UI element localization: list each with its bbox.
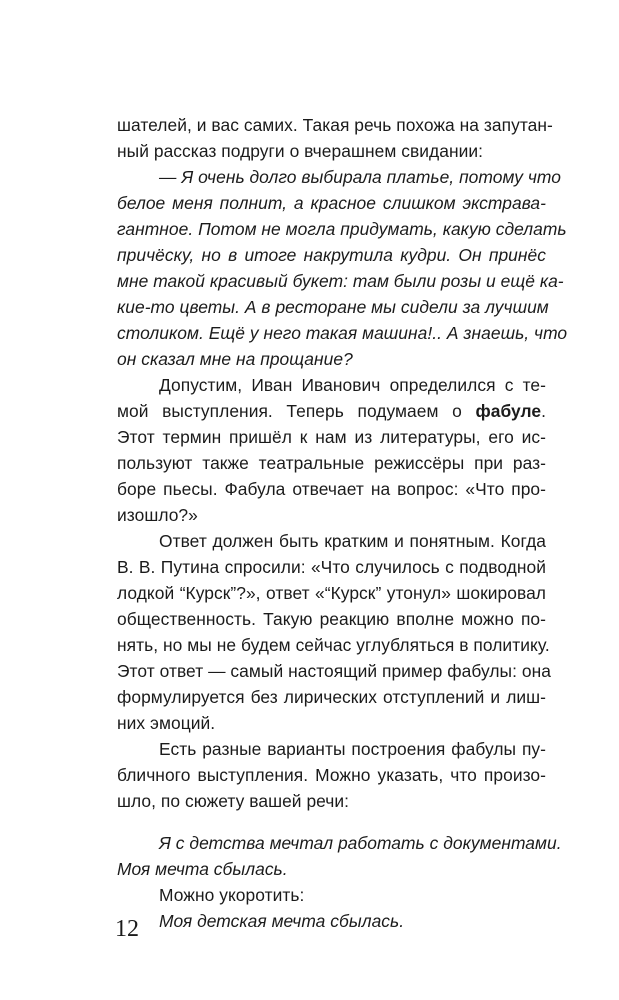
quote-line: белое меня полнит, а красное слишком экстрава- [117,193,546,213]
text-line: бличного выступления. Можно указать, что произо- [117,765,546,785]
text-line: Есть разные варианты построения фабулы пу- [159,739,546,759]
quote-line: столиком. Ещё у него такая машина!.. А знаешь, что [117,323,568,343]
page-number: 12 [115,916,139,942]
text-line: шателей, и вас самих. Такая речь похожа на запутан- [117,115,553,135]
text-line: ный рассказ подруги о вчерашнем свидании: [117,141,484,161]
text-line: шло, по сюжету вашей речи: [117,791,350,811]
text-line: Этот ответ — самый настоящий пример фабулы: она [117,661,551,681]
text-line: пользуют также театральные режиссёры при раз- [117,453,546,473]
quote-line: кие-то цветы. А в ресторане мы сидели за лучшим [117,297,549,317]
quote-line: — Я очень долго выбирала платье, потому что [159,167,561,187]
quote-line: гантное. Потом не могла придумать, какую сделать [117,219,567,239]
example-line: Моя детская мечта сбылась. [159,911,405,931]
text-line: лодкой “Курск”?», ответ «“Курск” утонул» шокировал [117,583,546,603]
term-bold: фабуле [475,401,542,421]
quote-line: причёску, но в итоге накрутила кудри. Он принёс [117,245,546,265]
example-line: Я с детства мечтал работать с документами. [159,833,562,853]
text-line: боре пьесы. Фабула отвечает на вопрос: «Что про- [117,479,546,499]
text-line: общественность. Такую реакцию вполне можно по- [117,609,546,629]
text-line: Допустим, Иван Иванович определился с те- [159,375,546,395]
text-line: нять, но мы не будем сейчас углубляться в политику. [117,635,550,655]
text-line: изошло?» [117,505,198,525]
text-line: формулируется без лирических отступлений и лиш- [117,687,546,707]
text-line: Этот термин пришёл к нам из литературы, его ис- [117,427,546,447]
text-line [117,398,546,424]
example-line: Моя мечта сбылась. [117,859,288,879]
text-line: Можно укоротить: [159,885,305,905]
text-line: В. В. Путина спросили: «Что случилось с подводной [117,557,546,577]
quote-line: мне такой красивый букет: там были розы и ещё ка- [117,271,564,291]
text-line: них эмоций. [117,713,216,733]
text-fragment: . [541,401,546,421]
text-fragment: мой выступления. Теперь подумаем о [117,401,462,421]
text-line: Ответ должен быть кратким и понятным. Когда [159,531,546,551]
quote-line: он сказал мне на прощание? [117,349,353,369]
